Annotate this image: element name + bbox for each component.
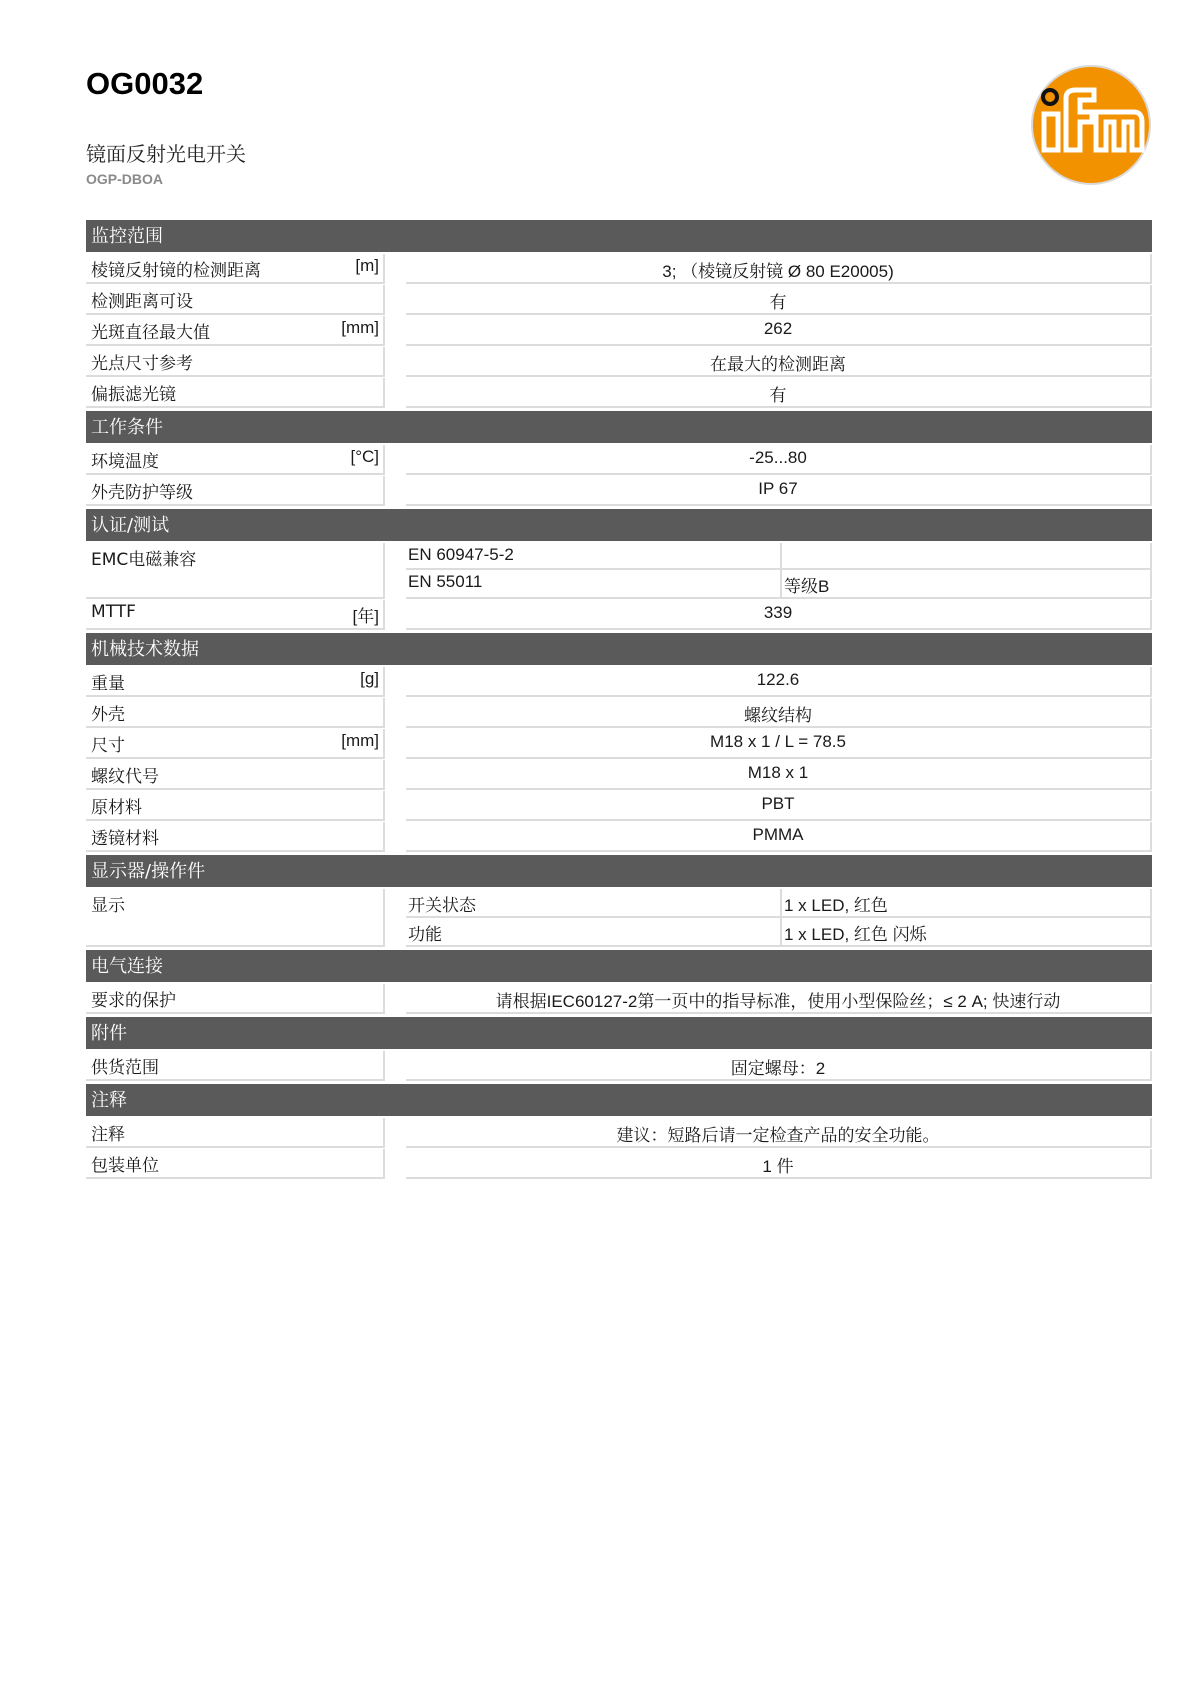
spec-subvalue xyxy=(782,543,1152,570)
spec-label-cell xyxy=(86,1149,385,1179)
spec-subvalue: 等级B xyxy=(782,570,1152,599)
spec-value: 在最大的检测距离 xyxy=(406,347,1152,377)
spec-sublabel: EN 60947-5-2 xyxy=(406,543,782,570)
spec-unit: [mm] xyxy=(341,731,379,750)
spec-label: 外壳防护等级 xyxy=(91,483,193,503)
spec-row xyxy=(86,316,1152,346)
spec-row xyxy=(86,600,1152,630)
spec-label: 光点尺寸参考 xyxy=(91,354,193,374)
spec-label: 注释 xyxy=(91,1125,125,1145)
spec-unit: [°C] xyxy=(350,447,379,466)
spec-sublabel: 功能 xyxy=(406,918,782,947)
spec-value: 螺纹结构 xyxy=(406,698,1152,728)
spec-label: 供货范围 xyxy=(91,1058,159,1078)
spec-label: 显示 xyxy=(91,896,125,916)
spec-value: 3; （棱镜反射镜 Ø 80 E20005) xyxy=(406,254,1152,284)
spec-value: -25...80 xyxy=(406,445,1152,475)
spec-value: PBT xyxy=(406,791,1152,821)
spec-subtable xyxy=(406,889,1152,947)
spec-label: 偏振滤光镜 xyxy=(91,385,176,405)
section-header: 机械技术数据 xyxy=(86,633,1152,665)
spec-label: 原材料 xyxy=(91,798,142,818)
spec-value: IP 67 xyxy=(406,476,1152,506)
spec-label-cell xyxy=(86,791,385,821)
spec-unit: [m] xyxy=(355,256,379,275)
spec-value: M18 x 1 / L = 78.5 xyxy=(406,729,1152,759)
spec-row xyxy=(86,984,1152,1014)
spec-label-cell xyxy=(86,285,385,315)
spec-label: EMC电磁兼容 xyxy=(91,550,197,570)
spec-subrow xyxy=(406,543,1152,570)
spec-label: 检测距离可设 xyxy=(91,292,193,312)
datasheet-table xyxy=(86,220,1152,1180)
spec-value: PMMA xyxy=(406,822,1152,852)
spec-row xyxy=(86,254,1152,284)
product-subtitle: 镜面反射光电开关 xyxy=(86,142,246,166)
spec-label-cell xyxy=(86,347,385,377)
spec-row xyxy=(86,791,1152,821)
spec-row xyxy=(86,1118,1152,1148)
spec-value: 1 件 xyxy=(406,1149,1152,1179)
spec-subvalue: 1 x LED, 红色 闪烁 xyxy=(782,918,1152,947)
spec-row xyxy=(86,889,1152,947)
spec-row xyxy=(86,543,1152,599)
spec-row xyxy=(86,1051,1152,1081)
spec-subtable xyxy=(406,543,1152,599)
spec-value: 122.6 xyxy=(406,667,1152,697)
spec-label: 环境温度 xyxy=(91,452,159,472)
spec-row xyxy=(86,698,1152,728)
spec-row xyxy=(86,378,1152,408)
section-header: 附件 xyxy=(86,1017,1152,1049)
spec-label-cell xyxy=(86,600,385,630)
spec-value: 建议：短路后请一定检查产品的安全功能。 xyxy=(406,1118,1152,1148)
spec-label: 重量 xyxy=(91,674,125,694)
spec-value: 请根据IEC60127-2第一页中的指导标准，使用小型保险丝；≤ 2 A; 快速行动 xyxy=(406,984,1152,1014)
spec-label-cell xyxy=(86,698,385,728)
spec-label-cell xyxy=(86,445,385,475)
product-code: OGP-DBOA xyxy=(86,171,163,187)
spec-label-cell xyxy=(86,543,385,599)
spec-label-cell xyxy=(86,476,385,506)
spec-row xyxy=(86,285,1152,315)
spec-label-cell xyxy=(86,254,385,284)
spec-sublabel: EN 55011 xyxy=(406,570,782,599)
spec-value: M18 x 1 xyxy=(406,760,1152,790)
spec-value: 有 xyxy=(406,378,1152,408)
spec-label: 螺纹代号 xyxy=(91,767,159,787)
spec-unit: [g] xyxy=(360,669,379,688)
page-title: OG0032 xyxy=(86,66,204,101)
spec-label: 要求的保护 xyxy=(91,991,176,1011)
spec-label: 尺寸 xyxy=(91,736,125,756)
spec-label-cell xyxy=(86,984,385,1014)
spec-subvalue: 1 x LED, 红色 xyxy=(782,889,1152,918)
spec-subrow xyxy=(406,918,1152,947)
spec-row xyxy=(86,1149,1152,1179)
section-header: 认证/测试 xyxy=(86,509,1152,541)
spec-value: 262 xyxy=(406,316,1152,346)
spec-subrow xyxy=(406,889,1152,918)
section-header: 监控范围 xyxy=(86,220,1152,252)
spec-label-cell xyxy=(86,667,385,697)
spec-row xyxy=(86,347,1152,377)
spec-unit: [年] xyxy=(352,607,379,626)
section-header: 注释 xyxy=(86,1084,1152,1116)
spec-label: 透镜材料 xyxy=(91,829,159,849)
spec-label: 包装单位 xyxy=(91,1156,159,1176)
ifm-logo-icon xyxy=(1030,64,1152,186)
spec-label-cell xyxy=(86,822,385,852)
spec-label-cell xyxy=(86,729,385,759)
spec-label-cell xyxy=(86,316,385,346)
spec-value: 有 xyxy=(406,285,1152,315)
spec-row xyxy=(86,667,1152,697)
spec-label: 光斑直径最大值 xyxy=(91,323,210,343)
spec-value: 339 xyxy=(406,600,1152,630)
section-header: 显示器/操作件 xyxy=(86,855,1152,887)
spec-sublabel: 开关状态 xyxy=(406,889,782,918)
spec-subrow xyxy=(406,570,1152,599)
spec-label: MTTF xyxy=(91,602,136,622)
section-header: 电气连接 xyxy=(86,950,1152,982)
spec-label: 棱镜反射镜的检测距离 xyxy=(91,261,261,281)
spec-unit: [mm] xyxy=(341,318,379,337)
spec-label-cell xyxy=(86,760,385,790)
spec-row xyxy=(86,445,1152,475)
spec-row xyxy=(86,760,1152,790)
spec-value: 固定螺母：2 xyxy=(406,1051,1152,1081)
section-header: 工作条件 xyxy=(86,411,1152,443)
spec-label: 外壳 xyxy=(91,705,125,725)
spec-label-cell xyxy=(86,889,385,947)
spec-row xyxy=(86,822,1152,852)
spec-label-cell xyxy=(86,1051,385,1081)
spec-row xyxy=(86,729,1152,759)
spec-row xyxy=(86,476,1152,506)
spec-label-cell xyxy=(86,378,385,408)
spec-label-cell xyxy=(86,1118,385,1148)
